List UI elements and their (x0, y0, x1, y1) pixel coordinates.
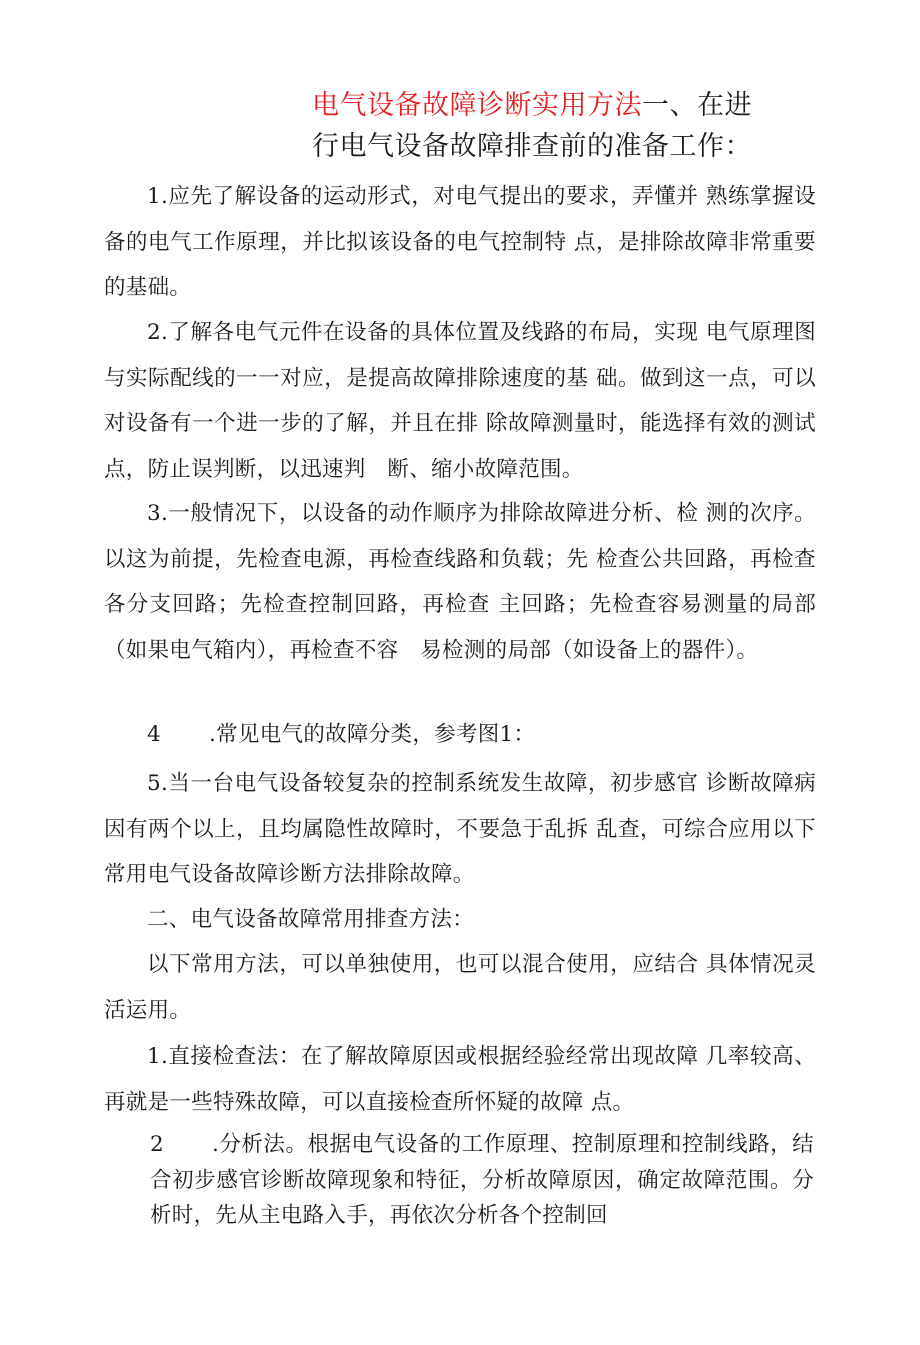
title-line-1 (312, 89, 752, 123)
item-number: 2 (150, 1132, 164, 1157)
title-line-2: 行电气设备故障排查前的准备工作： (312, 131, 752, 162)
paragraph-prep-3: 3.一般情况下，以设备的动作顺序为排除故障进分析、检 测的次序。以这为前提，先检查电源，再检查线路和负载；先 检查公共回路，再检查各分支回路；先检查控制回路，再检查 主回路；先检查容易测量的局部（如果电气箱内），再检查不容 易检测的局部（如设备上的器件）。 (104, 501, 816, 663)
item-text: .分析法。根据电气设备的工作原理、控制原理和控制线路，结合初步感官诊断故障现象和特征，分析故障原因，确定故障范围。分析时，先从主电路入手，再依次分析各个控制回 (150, 1132, 814, 1228)
title-red-text: 电气设备故障诊断实用方法 (312, 90, 642, 121)
paragraph-direct-check: 1.直接检查法：在了解故障原因或根据经验经常出现故障 几率较高、再就是一些特殊故障，可以直接检查所怀疑的故障 点。 (104, 1044, 816, 1115)
item-text: .常见电气的故障分类，参考图1： (208, 722, 536, 747)
paragraph-prep-1: 1.应先了解设备的运动形式，对电气提出的要求，弄懂并 熟练掌握设备的电气工作原理，并比拟该设备的电气控制特 点，是排除故障非常重要的基础。 (104, 184, 816, 300)
section-heading-2: 二、电气设备故障常用排查方法： (147, 907, 475, 932)
item-number: 4 (147, 722, 161, 747)
paragraph-methods-intro: 以下常用方法，可以单独使用，也可以混合使用，应结合 具体情况灵活运用。 (104, 952, 816, 1023)
paragraph-prep-2: 2.了解各电气元件在设备的具体位置及线路的布局，实现 电气原理图与实际配线的一一对应，是提高故障排除速度的基 础。做到这一点，可以对设备有一个进一步的了解，并且在排 除故障测量时，能选择有效的测试点，防止误判断，以迅速判 断、缩小故障范围。 (104, 320, 816, 482)
paragraph-prep-5: 5.当一台电气设备较复杂的控制系统发生故障，初步感官 诊断故障病因有两个以上，且均属隐性故障时，不要急于乱拆 乱查，可综合应用以下常用电气设备故障诊断方法排除故障。 (104, 771, 816, 887)
paragraph-prep-4 (104, 712, 816, 758)
paragraph-analysis-method (150, 1127, 814, 1234)
title-section-heading: 一、在进 (642, 90, 752, 121)
